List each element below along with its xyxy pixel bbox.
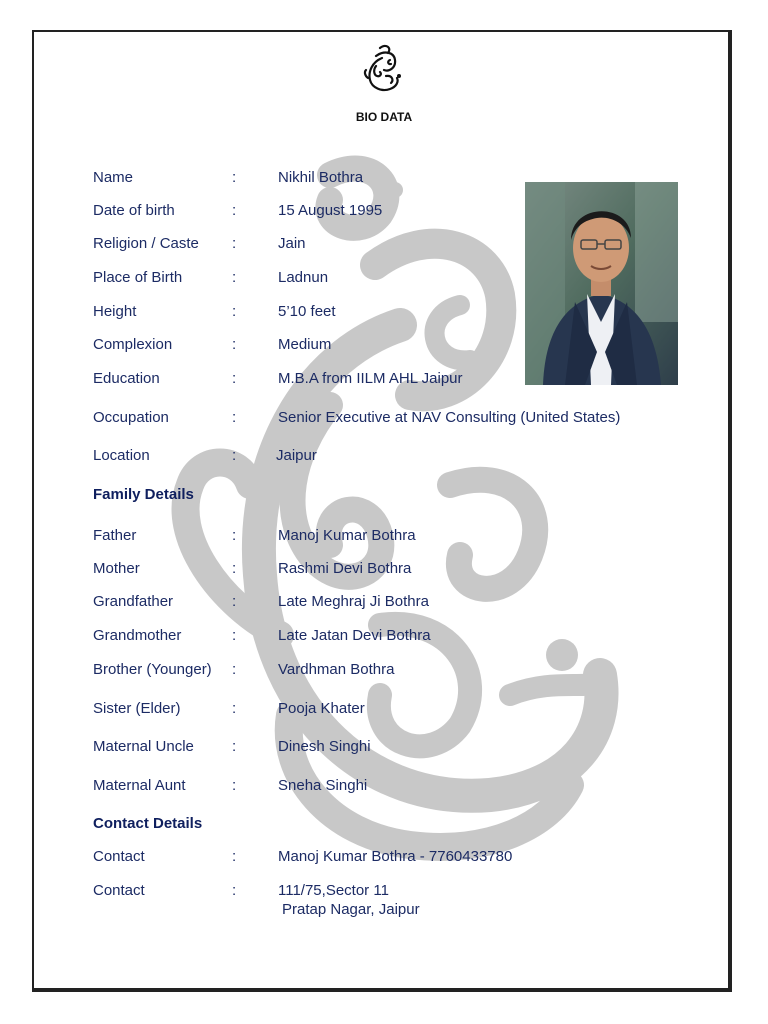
colon-separator: : (232, 409, 237, 426)
colon-separator: : (232, 661, 237, 678)
page-title: BIO DATA (355, 110, 413, 124)
field-value: Medium (278, 336, 332, 353)
colon-separator: : (232, 738, 237, 755)
field-label: Contact (93, 882, 145, 899)
field-label: Sister (Elder) (93, 700, 181, 717)
colon-separator: : (232, 527, 237, 544)
field-label: Place of Birth (93, 269, 183, 286)
colon-separator: : (232, 848, 237, 865)
field-label: Grandfather (93, 593, 174, 610)
field-label: Mother (93, 560, 140, 577)
colon-separator: : (232, 303, 237, 320)
field-value: Manoj Kumar Bothra (278, 527, 416, 544)
family-details-heading: Family Details (93, 486, 194, 503)
field-value: Vardhman Bothra (278, 661, 395, 678)
field-value: Sneha Singhi (278, 777, 368, 794)
colon-separator: : (232, 627, 237, 644)
field-value: Late Jatan Devi Bothra (278, 627, 431, 644)
colon-separator: : (232, 169, 237, 186)
field-value: 111/75,Sector 11 (278, 882, 389, 899)
colon-separator: : (232, 882, 237, 899)
field-value: Ladnun (278, 269, 329, 286)
field-value: Pooja Khater (278, 700, 365, 717)
colon-separator: : (232, 202, 237, 219)
profile-photo-image (525, 182, 678, 385)
field-value: Late Meghraj Ji Bothra (278, 593, 429, 610)
field-label: Brother (Younger) (93, 661, 212, 678)
field-label: Religion / Caste (93, 235, 199, 252)
field-label: Contact (93, 848, 145, 865)
colon-separator: : (232, 269, 237, 286)
field-value: Jain (278, 235, 306, 252)
field-value: Nikhil Bothra (278, 169, 364, 186)
field-label: Grandmother (93, 627, 182, 644)
field-value-line2: Pratap Nagar, Jaipur (282, 901, 420, 918)
field-value: 5’10 feet (278, 303, 336, 320)
field-label: Date of birth (93, 202, 175, 219)
ganesha-icon (362, 42, 406, 94)
contact-details-heading: Contact Details (93, 815, 203, 832)
profile-photo (525, 182, 678, 385)
field-value: Rashmi Devi Bothra (278, 560, 412, 577)
field-label: Occupation (93, 409, 169, 426)
colon-separator: : (232, 700, 237, 717)
field-value: Jaipur (276, 447, 317, 464)
field-label: Complexion (93, 336, 173, 353)
colon-separator: : (232, 777, 237, 794)
field-label: Father (93, 527, 137, 544)
field-label: Maternal Uncle (93, 738, 194, 755)
colon-separator: : (232, 593, 237, 610)
field-label: Name (93, 169, 134, 186)
colon-separator: : (232, 447, 237, 464)
field-value: 15 August 1995 (278, 202, 383, 219)
field-label: Location (93, 447, 150, 464)
field-label: Maternal Aunt (93, 777, 186, 794)
field-value: Manoj Kumar Bothra - 7760433780 (278, 848, 513, 865)
colon-separator: : (232, 336, 237, 353)
field-label: Education (93, 370, 160, 387)
field-label: Height (93, 303, 137, 320)
field-value: Senior Executive at NAV Consulting (United States) (278, 409, 621, 426)
colon-separator: : (232, 370, 237, 387)
colon-separator: : (232, 235, 237, 252)
field-value: Dinesh Singhi (278, 738, 371, 755)
field-value: M.B.A from IILM AHL Jaipur (278, 370, 463, 387)
colon-separator: : (232, 560, 237, 577)
